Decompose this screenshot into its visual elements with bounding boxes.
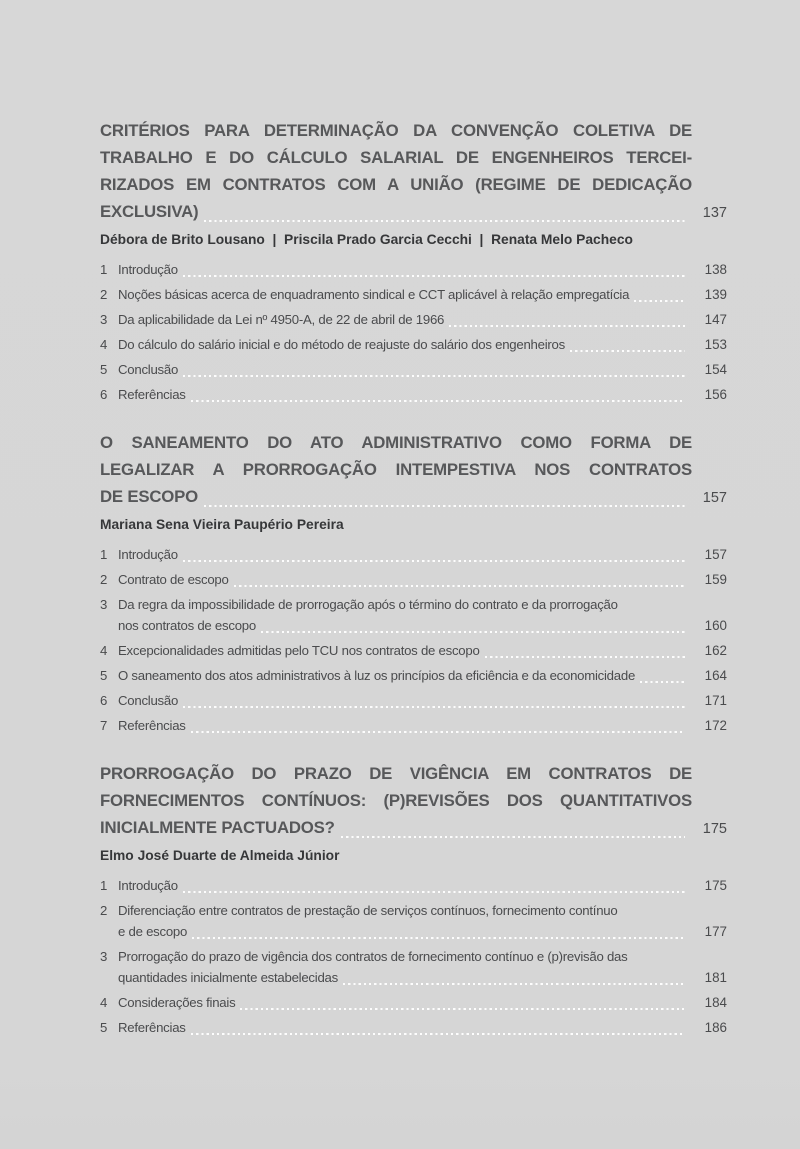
entry-text: nos contratos de escopo bbox=[118, 618, 256, 633]
entry-body bbox=[118, 384, 727, 405]
dot-leader bbox=[634, 300, 685, 302]
entry-number: 2 bbox=[100, 572, 108, 587]
entry-page-number: 184 bbox=[704, 995, 727, 1010]
dot-leader bbox=[183, 275, 685, 277]
entry-number: 1 bbox=[100, 262, 108, 277]
dot-leader bbox=[183, 375, 685, 377]
dot-leader bbox=[191, 1033, 685, 1035]
section-entries bbox=[100, 544, 727, 736]
entry-number: 3 bbox=[100, 312, 108, 327]
entry-body bbox=[118, 900, 727, 942]
entry-number: 1 bbox=[100, 547, 108, 562]
toc-entry bbox=[100, 1017, 727, 1038]
toc-entry bbox=[100, 900, 727, 942]
section-title-last-text: DE ESCOPO bbox=[100, 487, 198, 506]
entry-text-line: Da regra da impossibilidade de prorrogação após o término do contrato e da prorrogação bbox=[118, 597, 618, 612]
toc-section bbox=[100, 429, 727, 736]
entry-number: 4 bbox=[100, 995, 108, 1010]
entry-body bbox=[118, 334, 727, 355]
entry-last-line bbox=[118, 992, 727, 1013]
toc-entry bbox=[100, 259, 727, 280]
section-title-line: LEGALIZAR A PRORROGAÇÃO INTEMPESTIVA NOS CONTRATOS bbox=[100, 460, 692, 479]
entry-text: Introdução bbox=[118, 878, 178, 893]
section-authors: Mariana Sena Vieira Paupério Pereira bbox=[100, 517, 344, 532]
entry-body bbox=[118, 946, 727, 988]
section-authors: Débora de Brito Lousano | Priscila Prado Garcia Cecchi | Renata Melo Pacheco bbox=[100, 232, 633, 247]
entry-last-line bbox=[118, 259, 727, 280]
entry-last-line bbox=[118, 690, 727, 711]
entry-page-number: 157 bbox=[704, 547, 727, 562]
entry-text: Referências bbox=[118, 1020, 186, 1035]
dot-leader bbox=[204, 505, 685, 507]
entry-text: Da aplicabilidade da Lei nº 4950-A, de 22 de abril de 1966 bbox=[118, 312, 445, 327]
toc-entry bbox=[100, 284, 727, 305]
section-title-last-text: EXCLUSIVA) bbox=[100, 202, 199, 221]
toc-entry bbox=[100, 946, 727, 988]
entry-body bbox=[118, 309, 727, 330]
toc-content bbox=[100, 117, 727, 1038]
entry-page-number: 181 bbox=[704, 970, 727, 985]
section-title-line: O SANEAMENTO DO ATO ADMINISTRATIVO COMO FORMA DE bbox=[100, 433, 692, 452]
section-entries bbox=[100, 259, 727, 405]
entry-number: 5 bbox=[100, 668, 108, 683]
toc-entry bbox=[100, 544, 727, 565]
entry-page-number: 147 bbox=[704, 312, 727, 327]
entry-number: 6 bbox=[100, 693, 108, 708]
entry-last-line bbox=[118, 665, 727, 686]
dot-leader bbox=[183, 706, 685, 708]
entry-last-line bbox=[118, 615, 727, 636]
dot-leader bbox=[640, 681, 685, 683]
dot-leader bbox=[234, 585, 685, 587]
entry-last-line bbox=[118, 715, 727, 736]
entry-page-number: 160 bbox=[704, 618, 727, 633]
entry-number: 7 bbox=[100, 718, 108, 733]
section-page-number: 175 bbox=[702, 821, 727, 837]
entry-page-number: 164 bbox=[704, 668, 727, 683]
entry-last-line bbox=[118, 334, 727, 355]
toc-entry bbox=[100, 690, 727, 711]
toc-entry bbox=[100, 334, 727, 355]
dot-leader bbox=[261, 631, 685, 633]
entry-last-line bbox=[118, 284, 727, 305]
section-title bbox=[100, 760, 727, 843]
entry-text: Do cálculo do salário inicial e do método de reajuste do salário dos engenheiros bbox=[118, 337, 565, 352]
entry-body bbox=[118, 569, 727, 590]
entry-page-number: 177 bbox=[704, 924, 727, 939]
section-title bbox=[100, 429, 727, 512]
entry-number: 4 bbox=[100, 337, 108, 352]
entry-page-number: 154 bbox=[704, 362, 727, 377]
entry-body bbox=[118, 359, 727, 380]
entry-page-number: 156 bbox=[704, 387, 727, 402]
entry-number: 3 bbox=[100, 949, 108, 964]
entry-body bbox=[118, 875, 727, 896]
toc-entry bbox=[100, 665, 727, 686]
toc-entry bbox=[100, 875, 727, 896]
section-title-last-line bbox=[100, 483, 727, 512]
entry-last-line bbox=[118, 309, 727, 330]
section-title-line: RIZADOS EM CONTRATOS COM A UNIÃO (REGIME DE DEDICAÇÃO bbox=[100, 175, 692, 194]
entry-text: Introdução bbox=[118, 262, 178, 277]
toc-entry bbox=[100, 569, 727, 590]
entry-page-number: 172 bbox=[704, 718, 727, 733]
entry-text: Conclusão bbox=[118, 362, 179, 377]
entry-text: Contrato de escopo bbox=[118, 572, 229, 587]
entry-number: 3 bbox=[100, 597, 108, 612]
section-authors: Elmo José Duarte de Almeida Júnior bbox=[100, 848, 340, 863]
toc-section bbox=[100, 760, 727, 1038]
dot-leader bbox=[240, 1008, 685, 1010]
section-title-line: TRABALHO E DO CÁLCULO SALARIAL DE ENGENHEIROS TERCEI- bbox=[100, 148, 692, 167]
entry-text-line: Diferenciação entre contratos de prestação de serviços contínuos, fornecimento contínuo bbox=[118, 903, 618, 918]
entry-last-line bbox=[118, 875, 727, 896]
entry-last-line bbox=[118, 967, 727, 988]
section-title-last-line bbox=[100, 198, 727, 227]
dot-leader bbox=[449, 325, 685, 327]
section-entries bbox=[100, 875, 727, 1038]
section-title bbox=[100, 117, 727, 227]
entry-text: quantidades inicialmente estabelecidas bbox=[118, 970, 338, 985]
section-title-last-line bbox=[100, 814, 727, 843]
entry-page-number: 186 bbox=[704, 1020, 727, 1035]
section-title-line: PRORROGAÇÃO DO PRAZO DE VIGÊNCIA EM CONTRATOS DE bbox=[100, 764, 692, 783]
section-title-line: CRITÉRIOS PARA DETERMINAÇÃO DA CONVENÇÃO COLETIVA DE bbox=[100, 121, 692, 140]
entry-body bbox=[118, 1017, 727, 1038]
entry-number: 2 bbox=[100, 287, 108, 302]
entry-text-line: Prorrogação do prazo de vigência dos contratos de fornecimento contínuo e (p)revisão das bbox=[118, 949, 628, 964]
entry-page-number: 153 bbox=[704, 337, 727, 352]
dot-leader bbox=[192, 937, 685, 939]
toc-entry bbox=[100, 594, 727, 636]
entry-number: 6 bbox=[100, 387, 108, 402]
toc-entry bbox=[100, 309, 727, 330]
entry-body bbox=[118, 640, 727, 661]
entry-text: Introdução bbox=[118, 547, 178, 562]
entry-number: 4 bbox=[100, 643, 108, 658]
entry-text: e de escopo bbox=[118, 924, 188, 939]
section-title-last-text: INICIALMENTE PACTUADOS? bbox=[100, 818, 335, 837]
dot-leader bbox=[191, 731, 685, 733]
entry-page-number: 139 bbox=[704, 287, 727, 302]
entry-text: O saneamento dos atos administrativos à luz os princípios da eficiência e da economicidade bbox=[118, 668, 636, 683]
entry-page-number: 162 bbox=[704, 643, 727, 658]
entry-body bbox=[118, 690, 727, 711]
entry-text: Noções básicas acerca de enquadramento sindical e CCT aplicável à relação empregatícia bbox=[118, 287, 630, 302]
entry-text: Referências bbox=[118, 718, 186, 733]
entry-page-number: 138 bbox=[704, 262, 727, 277]
entry-page-number: 171 bbox=[704, 693, 727, 708]
entry-number: 5 bbox=[100, 1020, 108, 1035]
toc-entry bbox=[100, 640, 727, 661]
entry-last-line bbox=[118, 359, 727, 380]
entry-body bbox=[118, 992, 727, 1013]
entry-number: 2 bbox=[100, 903, 108, 918]
toc-entry bbox=[100, 715, 727, 736]
entry-body bbox=[118, 594, 727, 636]
section-page-number: 137 bbox=[702, 205, 727, 221]
dot-leader bbox=[570, 350, 685, 352]
entry-page-number: 159 bbox=[704, 572, 727, 587]
entry-text: Referências bbox=[118, 387, 186, 402]
entry-number: 1 bbox=[100, 878, 108, 893]
entry-body bbox=[118, 544, 727, 565]
toc-section bbox=[100, 117, 727, 405]
section-title-line: FORNECIMENTOS CONTÍNUOS: (P)REVISÕES DOS QUANTITATIVOS bbox=[100, 791, 692, 810]
entry-body bbox=[118, 259, 727, 280]
entry-body bbox=[118, 665, 727, 686]
entry-last-line bbox=[118, 640, 727, 661]
entry-last-line bbox=[118, 544, 727, 565]
entry-body bbox=[118, 715, 727, 736]
dot-leader bbox=[183, 560, 685, 562]
dot-leader bbox=[204, 220, 685, 222]
entry-text: Conclusão bbox=[118, 693, 179, 708]
entry-last-line bbox=[118, 569, 727, 590]
toc-entry bbox=[100, 992, 727, 1013]
entry-number: 5 bbox=[100, 362, 108, 377]
entry-last-line bbox=[118, 921, 727, 942]
section-page-number: 157 bbox=[702, 490, 727, 506]
dot-leader bbox=[341, 836, 685, 838]
dot-leader bbox=[191, 400, 685, 402]
dot-leader bbox=[183, 891, 685, 893]
entry-page-number: 175 bbox=[704, 878, 727, 893]
entry-last-line bbox=[118, 384, 727, 405]
entry-text: Excepcionalidades admitidas pelo TCU nos contratos de escopo bbox=[118, 643, 480, 658]
entry-last-line bbox=[118, 1017, 727, 1038]
toc-entry bbox=[100, 359, 727, 380]
entry-text: Considerações finais bbox=[118, 995, 236, 1010]
entry-body bbox=[118, 284, 727, 305]
dot-leader bbox=[343, 983, 685, 985]
toc-entry bbox=[100, 384, 727, 405]
dot-leader bbox=[485, 656, 685, 658]
